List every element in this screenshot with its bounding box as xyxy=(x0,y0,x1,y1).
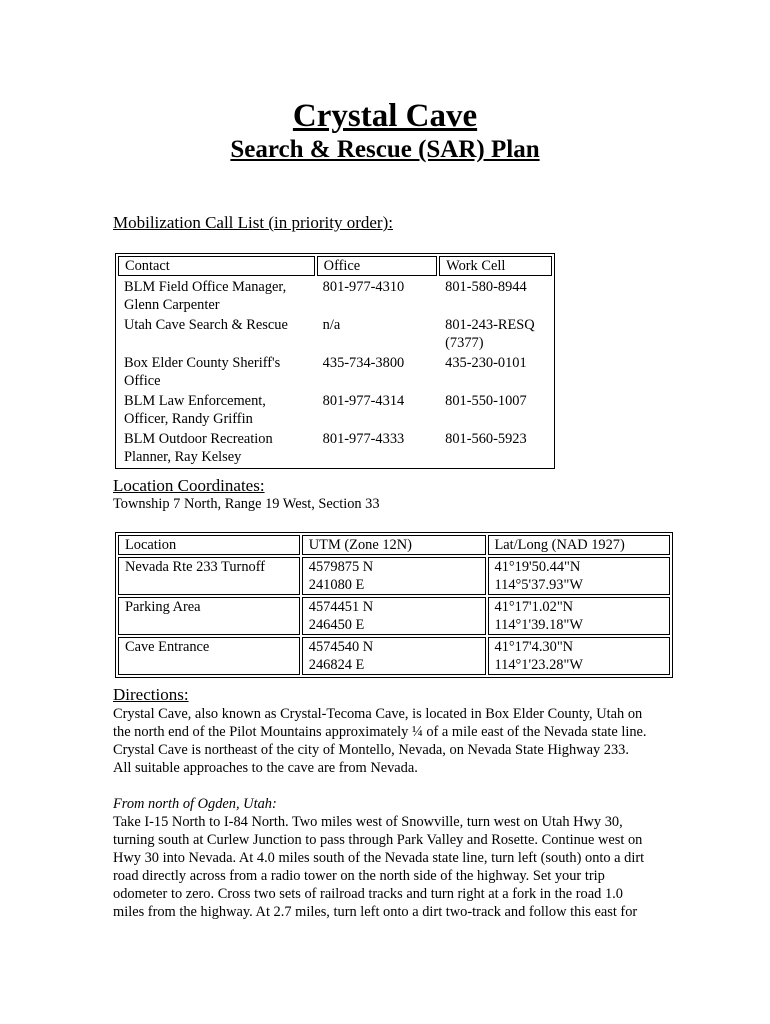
contact-line: Office xyxy=(124,373,161,389)
table-header-row xyxy=(118,256,552,276)
document-subtitle: Search & Rescue (SAR) Plan xyxy=(230,136,540,163)
header-location: Location xyxy=(118,535,300,555)
latlong-cell xyxy=(488,597,671,635)
header-latlong: Lat/Long (NAD 1927) xyxy=(488,535,671,555)
paragraph-line: Crystal Cave is northeast of the city of Montello, Nevada, on Nevada State Highway 233. xyxy=(113,742,629,758)
contact-line: BLM Outdoor Recreation xyxy=(124,431,273,447)
contact-cell xyxy=(118,354,315,390)
paragraph-line: the north end of the Pilot Mountains approximately ¼ of a mile east of the Nevada state line. xyxy=(113,724,647,740)
location-name: Cave Entrance xyxy=(118,637,300,675)
paragraph-line: Hwy 30 into Nevada. At 4.0 miles south of the Nevada state line, turn left (south) onto a dirt xyxy=(113,850,645,866)
latlong-line: 41°19'50.44"N xyxy=(494,559,581,575)
paragraph-line: Take I-15 North to I-84 North. Two miles west of Snowville, turn west on Utah Hwy 30, xyxy=(113,814,623,830)
contact-line: Officer, Randy Griffin xyxy=(124,411,253,427)
table-row xyxy=(118,597,670,635)
utm-cell xyxy=(302,637,486,675)
latlong-line: 114°1'39.18"W xyxy=(494,617,583,633)
latlong-line: 41°17'1.02"N xyxy=(494,599,574,615)
directions-heading: Directions: xyxy=(113,685,189,704)
route-paragraph xyxy=(113,813,644,921)
contact-cell xyxy=(118,392,315,428)
route-heading: From north of Ogden, Utah: xyxy=(113,796,277,812)
table-row xyxy=(118,430,552,466)
contact-cell xyxy=(118,278,315,314)
paragraph-line: odometer to zero. Cross two sets of railroad tracks and turn right at a fork in the road 1.0 xyxy=(113,886,623,902)
utm-cell xyxy=(302,597,486,635)
cell-cell: 435-230-0101 xyxy=(445,355,527,371)
header-work-cell: Work Cell xyxy=(439,256,552,276)
cell-cell: 801-560-5923 xyxy=(445,431,527,447)
utm-line: 246824 E xyxy=(308,657,365,673)
paragraph-line: road directly across from a radio tower on the north side of the highway. Set your trip xyxy=(113,868,605,884)
paragraph-line: Crystal Cave, also known as Crystal-Tecoma Cave, is located in Box Elder County, Utah on xyxy=(113,706,643,722)
contact-line: Planner, Ray Kelsey xyxy=(124,449,242,465)
table-row xyxy=(118,354,552,390)
call-list-heading: Mobilization Call List (in priority order): xyxy=(113,213,393,232)
contact-cell xyxy=(118,430,315,466)
location-table xyxy=(115,532,673,678)
utm-line: 246450 E xyxy=(308,617,365,633)
office-cell: 435-734-3800 xyxy=(322,355,405,371)
utm-line: 4574540 N xyxy=(308,639,374,655)
directions-intro xyxy=(113,705,647,777)
office-cell: n/a xyxy=(322,317,341,333)
office-cell: 801-977-4333 xyxy=(322,431,405,447)
table-row xyxy=(118,557,670,595)
contact-line: BLM Field Office Manager, xyxy=(124,279,287,295)
latlong-line: 114°1'23.28"W xyxy=(494,657,583,673)
utm-line: 4579875 N xyxy=(308,559,374,575)
header-office: Office xyxy=(317,256,437,276)
latlong-line: 41°17'4.30"N xyxy=(494,639,574,655)
header-utm: UTM (Zone 12N) xyxy=(302,535,486,555)
utm-line: 241080 E xyxy=(308,577,365,593)
location-name: Nevada Rte 233 Turnoff xyxy=(118,557,300,595)
header-contact: Contact xyxy=(118,256,315,276)
latlong-cell xyxy=(488,637,671,675)
cell-line: 801-243-RESQ xyxy=(445,317,535,333)
table-row xyxy=(118,316,552,352)
office-cell: 801-977-4310 xyxy=(322,279,405,295)
cell-cell xyxy=(439,316,552,352)
cell-cell: 801-550-1007 xyxy=(445,393,527,409)
paragraph-line: turning south at Curlew Junction to pass through Park Valley and Rosette. Continue west on xyxy=(113,832,643,848)
contact-line: Box Elder County Sheriff's xyxy=(124,355,281,371)
latlong-cell xyxy=(488,557,671,595)
table-row xyxy=(118,278,552,314)
cell-cell: 801-580-8944 xyxy=(445,279,527,295)
township-text: Township 7 North, Range 19 West, Section 33 xyxy=(113,496,380,512)
paragraph-line: miles from the highway. At 2.7 miles, turn left onto a dirt two-track and follow this east for xyxy=(113,904,638,920)
table-row xyxy=(118,392,552,428)
cell-line: (7377) xyxy=(445,335,484,351)
location-name: Parking Area xyxy=(118,597,300,635)
location-heading: Location Coordinates: xyxy=(113,476,265,495)
utm-line: 4574451 N xyxy=(308,599,374,615)
contact-line: BLM Law Enforcement, xyxy=(124,393,266,409)
contact-cell: Utah Cave Search & Rescue xyxy=(124,317,288,333)
contact-line: Glenn Carpenter xyxy=(124,297,220,313)
utm-cell xyxy=(302,557,486,595)
latlong-line: 114°5'37.93"W xyxy=(494,577,583,593)
paragraph-line: All suitable approaches to the cave are from Nevada. xyxy=(113,760,418,776)
table-header-row xyxy=(118,535,670,555)
table-row xyxy=(118,637,670,675)
office-cell: 801-977-4314 xyxy=(322,393,405,409)
document-title: Crystal Cave xyxy=(292,98,478,134)
call-list-table xyxy=(115,253,555,469)
